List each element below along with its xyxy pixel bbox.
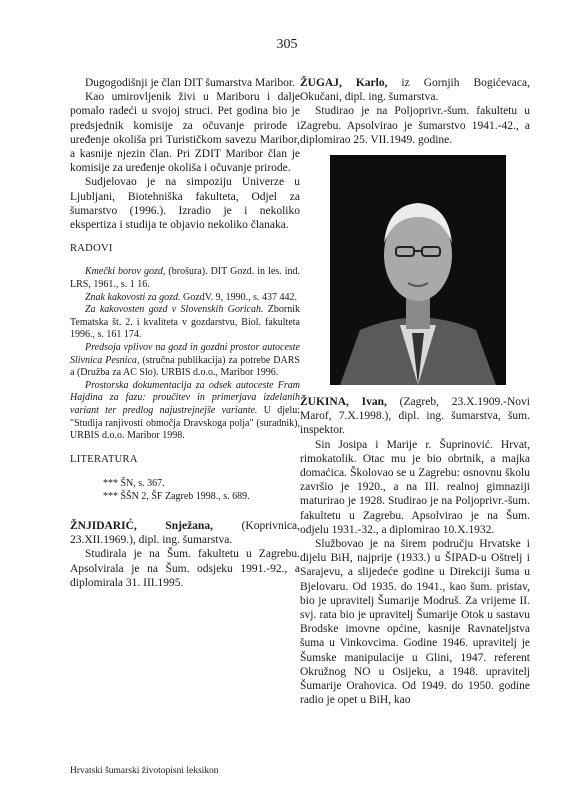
work-details: (brošura). DIT Gozd. in les. ind. LRS, 1961., s. 1 16. [70, 266, 300, 291]
literatura-heading: LITERATURA [70, 453, 138, 465]
right-column [300, 76, 530, 707]
works-list [70, 266, 300, 442]
entry-header-details: iz Gornjih Bogićevaca, Okučani, dipl. ing. šumarstva. [300, 77, 530, 104]
work-details: Zbornik Tematska št. 2. i kvaliteta v gozdarstvu, Biol. fakulteta 1996., s. 161 174. [70, 304, 300, 341]
entry-text: Studirao je na Poljoprivr.-šum. fakultetu u Zagrebu. Apsolvirao je šumarstvo 1941.-42., a diplomirao 25. VII.1949. godine. [300, 105, 530, 146]
work-title: Predsoja vplivov na gozd in gozdni prostor autoceste Slivnica Pesnica, [70, 342, 300, 366]
entry-header [300, 76, 530, 104]
entry-text: Studirala je na Šum. fakultetu u Zagrebu. Apsolvirala je na Šum. odsjeku 1991.-92., a diplomirala 31. III.1995. [70, 548, 300, 589]
entry-header-details: (Zagreb, 23.X.1909.-Novi Marof, 7.X.1998.), dipl. ing. šumarstva, šum. inspektor. [300, 396, 530, 437]
left-column [70, 76, 300, 590]
intro-paragraph-2: Kao umirovljenik živi u Mariboru i dalje pomalo radeći u svojoj struci. Pet godina bio je predsjednik komisije za očuvanje prirode i uređenje okoliša pri Turističkom savezu Maribor, a kasnije njezin član. Pri ZDIT Maribor član je komisije za uređenje okoliša i očuvanje prirode. [70, 91, 300, 175]
work-title: Prostorska dokumentacija za odsek autoceste Fram Hajdina za fazu: proučitev in primerjava izdelanih variant ter predlog najustrejnejše variante. [70, 379, 300, 416]
entry-surname: ŽNJIDARIĆ, Snježana, [70, 519, 213, 532]
entry-header-details: (Koprivnica, 23.XII.1969.), dipl. ing. šumarstva. [70, 519, 300, 547]
work-item [70, 342, 300, 380]
work-details: U djelu: "Studija ranjivosti območja Dravskoga polja" (suradnik), URBIS d.o.o. Maribor 1998. [70, 404, 301, 442]
footer-title: Hrvatski šumarski životopisni leksikon [70, 766, 219, 776]
entry-header [300, 395, 530, 438]
entry-zukina [300, 395, 530, 707]
page-number: 305 [276, 37, 298, 52]
literature-item: *** ŠN, s. 367. [103, 477, 165, 489]
entry-paragraph-2: Službovao je na širem području Hrvatske i dijelu BiH, najprije (1933.) u ŠIPAD-u Oštrelj i Sarajevu, a slijedeće godine u Direkciji šuma u Bjelovaru. Od 1935. do 1941., kao šum. pristav, bio je upravitelj Šumarije Modruš. Za vrijeme II. svj. rata bio je upravitelj Šumarije Otok u sastavu Brodske imovne općine, kasnije Ravnateljstva šuma u Vinkovcima. Godine 1946. upravitelj je Šumske manipulacije u Glini, 1947. referent Okružnog NO u Osijeku, a 1948. upravitelj Šumarije Orahovica. Od 1949. do 1950. godine radio je opet u BiH, kao [300, 538, 530, 707]
intro-paragraph-1: Dugogodišnji je član DIT šumarstva Maribor. [85, 77, 295, 89]
portrait-photo [330, 155, 506, 385]
radovi-heading: RADOVI [70, 243, 113, 255]
intro-paragraph-3: Sudjelovao je na simpoziju Univerze u Ljubljani, Biotehniška fakulteta, Odjel za šumarstvo (1996.). Izradio je i nekoliko ekspertiza i studija te objavio nekoliko članaka. [70, 176, 300, 232]
work-title: Za kakovosten gozd v Slovenskih Goricah. [85, 304, 264, 316]
entry-surname: ŽUKINA, Ivan, [300, 396, 387, 409]
work-title: Kmečki borov gozd, [85, 266, 166, 278]
work-item [70, 266, 300, 291]
entry-zugaj [300, 76, 530, 147]
work-item [70, 304, 300, 342]
work-details: (stručna publikacija) za potrebe DARS a (Družba za AC Slo). URBIS d.o.o., Maribor 1996. [70, 354, 300, 379]
literature-item: *** ŠŠN 2, ŠF Zagreb 1998., s. 689. [103, 490, 250, 502]
work-title: Znak kakovosti za gozd. [85, 291, 181, 303]
entry-header [70, 519, 300, 547]
work-item [70, 292, 300, 305]
entry-paragraph-1: Sin Josipa i Marije r. Šuprinović. Hrvat, rimokatolik. Otac mu je bio obrtnik, a majka domaćica. Školovao se u Zagrebu: osnovnu školu završio je 1920., a na III. realnoj gimnaziji maturirao je 1928. Studirao je na Poljoprivr.-šum. fakultetu u Zagrebu. Apsolvirao je na Šum. odjelu 1931.-32., a diplomirao 10.X.1932. [300, 438, 530, 536]
entry-znjidaric [70, 519, 300, 590]
work-details: GozdV. 9, 1990., s. 437 442. [180, 291, 298, 303]
portrait-image [330, 155, 506, 385]
work-item [70, 380, 300, 443]
entry-surname: ŽUGAJ, Karlo, [300, 77, 388, 89]
